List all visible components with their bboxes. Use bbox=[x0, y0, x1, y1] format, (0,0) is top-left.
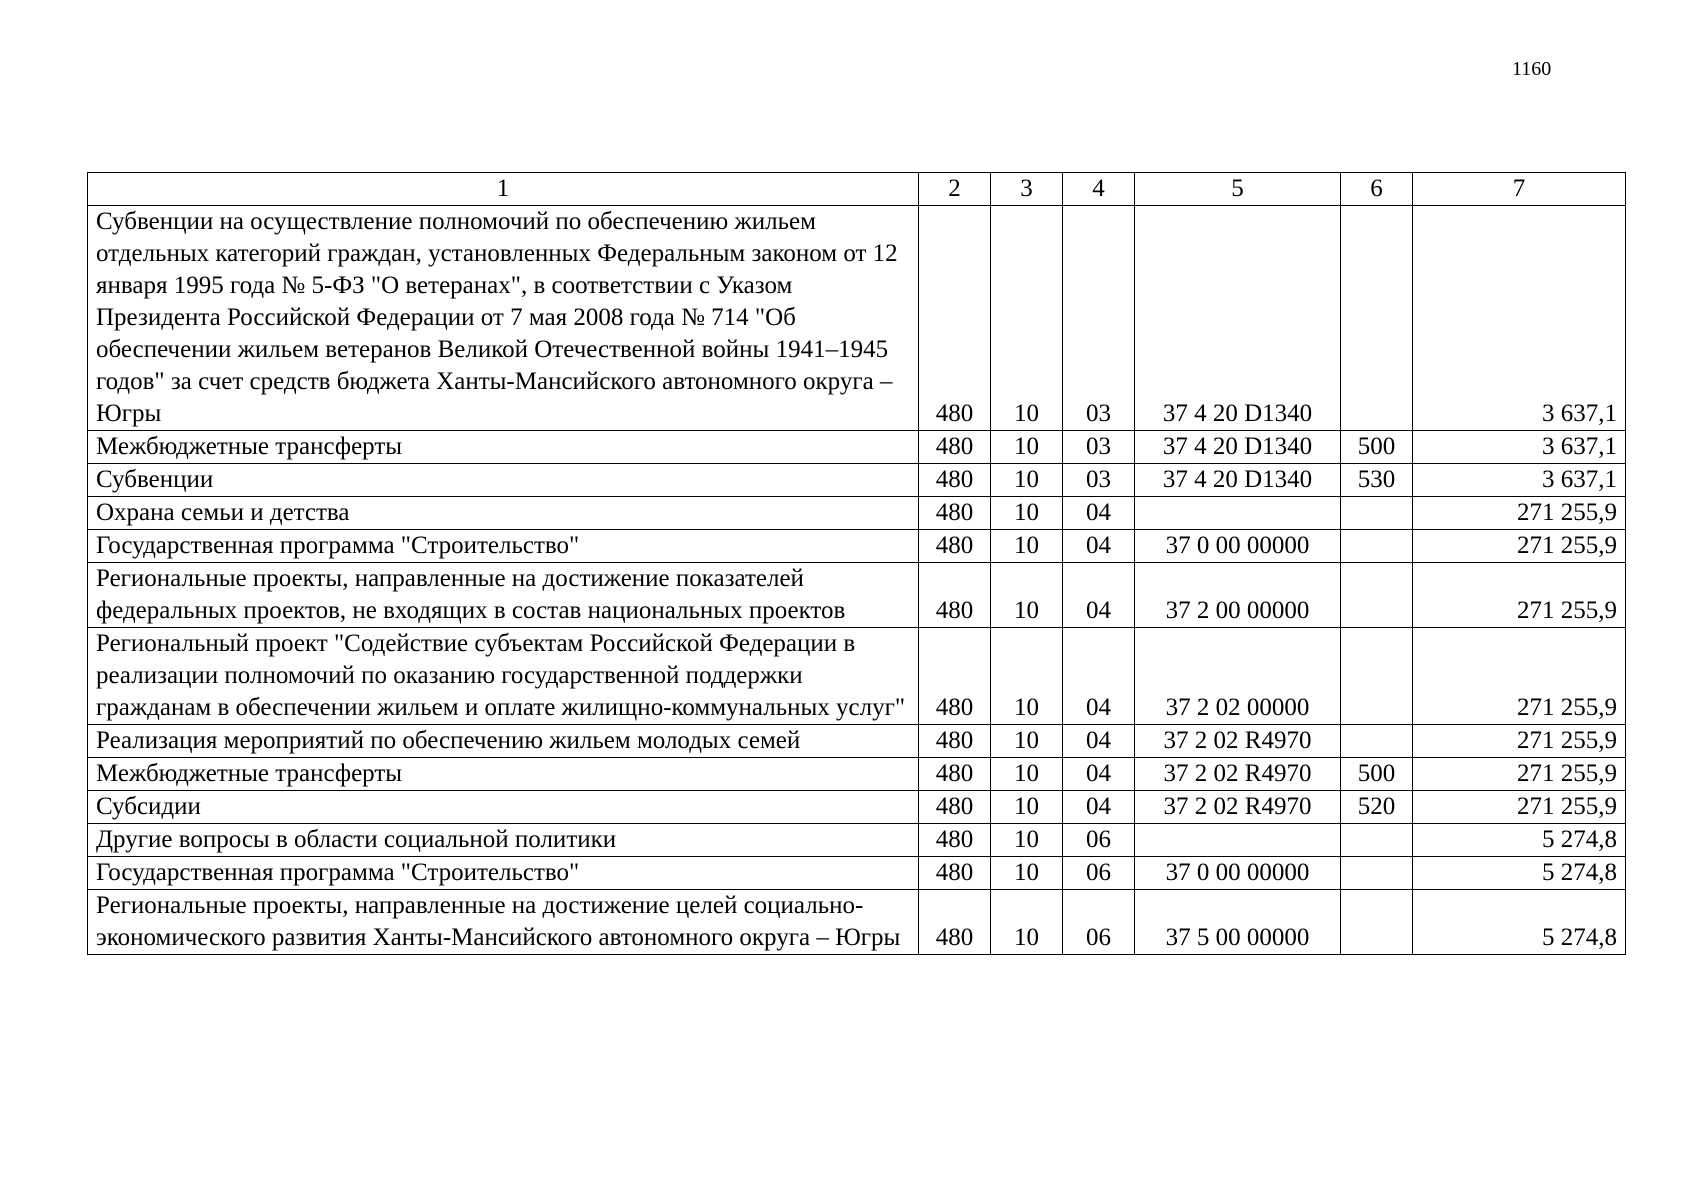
row-col-6 bbox=[1341, 857, 1413, 890]
row-col-6: 530 bbox=[1341, 464, 1413, 497]
row-name: Субсидии bbox=[88, 791, 919, 824]
row-name: Субвенции bbox=[88, 464, 919, 497]
row-col-3: 10 bbox=[991, 563, 1063, 628]
row-col-6: 500 bbox=[1341, 431, 1413, 464]
row-col-4: 04 bbox=[1063, 563, 1135, 628]
table-row bbox=[88, 824, 1626, 857]
row-col-4: 06 bbox=[1063, 824, 1135, 857]
row-col-5: 37 2 02 R4970 bbox=[1135, 725, 1341, 758]
row-col-3: 10 bbox=[991, 791, 1063, 824]
row-col-7: 3 637,1 bbox=[1413, 464, 1626, 497]
row-col-5: 37 0 00 00000 bbox=[1135, 857, 1341, 890]
row-col-5 bbox=[1135, 824, 1341, 857]
row-col-5: 37 2 02 R4970 bbox=[1135, 791, 1341, 824]
row-col-6 bbox=[1341, 725, 1413, 758]
row-col-4: 04 bbox=[1063, 497, 1135, 530]
row-col-4: 04 bbox=[1063, 758, 1135, 791]
table-row bbox=[88, 857, 1626, 890]
row-name: Государственная программа "Строительство" bbox=[88, 530, 919, 563]
table-row bbox=[88, 725, 1626, 758]
row-name: Охрана семьи и детства bbox=[88, 497, 919, 530]
table-row bbox=[88, 628, 1626, 725]
header-col-1: 1 bbox=[88, 173, 919, 206]
row-col-2: 480 bbox=[919, 890, 991, 955]
row-col-5: 37 2 02 00000 bbox=[1135, 628, 1341, 725]
row-col-3: 10 bbox=[991, 431, 1063, 464]
header-col-3: 3 bbox=[991, 173, 1063, 206]
row-col-3: 10 bbox=[991, 497, 1063, 530]
row-col-6 bbox=[1341, 206, 1413, 431]
table-row bbox=[88, 497, 1626, 530]
row-col-7: 5 274,8 bbox=[1413, 824, 1626, 857]
row-col-7: 271 255,9 bbox=[1413, 758, 1626, 791]
table-row bbox=[88, 758, 1626, 791]
row-name: Реализация мероприятий по обеспечению жильем молодых семей bbox=[88, 725, 919, 758]
budget-table bbox=[87, 172, 1626, 955]
row-col-2: 480 bbox=[919, 758, 991, 791]
header-row bbox=[88, 173, 1626, 206]
row-col-7: 271 255,9 bbox=[1413, 791, 1626, 824]
row-col-4: 03 bbox=[1063, 431, 1135, 464]
row-col-6 bbox=[1341, 824, 1413, 857]
row-col-7: 271 255,9 bbox=[1413, 725, 1626, 758]
row-col-6: 520 bbox=[1341, 791, 1413, 824]
row-col-7: 271 255,9 bbox=[1413, 530, 1626, 563]
row-col-5: 37 4 20 D1340 bbox=[1135, 464, 1341, 497]
row-name: Межбюджетные трансферты bbox=[88, 758, 919, 791]
row-col-2: 480 bbox=[919, 530, 991, 563]
row-col-5: 37 2 00 00000 bbox=[1135, 563, 1341, 628]
row-col-5: 37 4 20 D1340 bbox=[1135, 206, 1341, 431]
row-col-4: 04 bbox=[1063, 628, 1135, 725]
row-col-2: 480 bbox=[919, 464, 991, 497]
row-col-5: 37 0 00 00000 bbox=[1135, 530, 1341, 563]
row-col-2: 480 bbox=[919, 563, 991, 628]
row-col-6 bbox=[1341, 530, 1413, 563]
row-name: Региональный проект "Содействие субъектам Российской Федерации в реализации полномочий по оказанию государственной поддержки гражданам в обеспечении жильем и оплате жилищно-коммунальных услуг" bbox=[88, 628, 919, 725]
row-col-2: 480 bbox=[919, 725, 991, 758]
row-col-3: 10 bbox=[991, 530, 1063, 563]
row-col-4: 06 bbox=[1063, 890, 1135, 955]
row-col-7: 271 255,9 bbox=[1413, 628, 1626, 725]
row-col-4: 03 bbox=[1063, 206, 1135, 431]
row-name: Межбюджетные трансферты bbox=[88, 431, 919, 464]
header-col-2: 2 bbox=[919, 173, 991, 206]
row-col-7: 3 637,1 bbox=[1413, 431, 1626, 464]
row-col-3: 10 bbox=[991, 857, 1063, 890]
row-col-4: 06 bbox=[1063, 857, 1135, 890]
row-col-5 bbox=[1135, 497, 1341, 530]
row-name: Субвенции на осуществление полномочий по обеспечению жильем отдельных категорий граждан, установленных Федеральным законом от 12 января 1995 года № 5-ФЗ "О ветеранах", в соответствии с Указом Президента Российской Федерации от 7 мая 2008 года № 714 "Об обеспечении жильем ветеранов Великой Отечественной войны 1941–1945 годов" за счет средств бюджета Ханты-Мансийского автономного округа – Югры bbox=[88, 206, 919, 431]
table-row bbox=[88, 464, 1626, 497]
row-col-5: 37 5 00 00000 bbox=[1135, 890, 1341, 955]
row-col-5: 37 2 02 R4970 bbox=[1135, 758, 1341, 791]
row-col-4: 04 bbox=[1063, 791, 1135, 824]
row-col-7: 5 274,8 bbox=[1413, 857, 1626, 890]
row-col-6 bbox=[1341, 628, 1413, 725]
row-name: Другие вопросы в области социальной политики bbox=[88, 824, 919, 857]
row-col-6: 500 bbox=[1341, 758, 1413, 791]
page-number: 1160 bbox=[1512, 58, 1552, 80]
row-col-3: 10 bbox=[991, 824, 1063, 857]
row-col-4: 04 bbox=[1063, 530, 1135, 563]
row-name: Региональные проекты, направленные на достижение целей социально-экономического развития Ханты-Мансийского автономного округа – Югры bbox=[88, 890, 919, 955]
row-col-6 bbox=[1341, 563, 1413, 628]
row-col-7: 5 274,8 bbox=[1413, 890, 1626, 955]
row-col-2: 480 bbox=[919, 628, 991, 725]
row-col-3: 10 bbox=[991, 725, 1063, 758]
row-col-3: 10 bbox=[991, 464, 1063, 497]
table-row bbox=[88, 206, 1626, 431]
table-row bbox=[88, 791, 1626, 824]
row-col-2: 480 bbox=[919, 857, 991, 890]
row-col-3: 10 bbox=[991, 890, 1063, 955]
row-col-3: 10 bbox=[991, 758, 1063, 791]
table-row bbox=[88, 530, 1626, 563]
row-col-6 bbox=[1341, 890, 1413, 955]
row-col-2: 480 bbox=[919, 206, 991, 431]
row-col-2: 480 bbox=[919, 497, 991, 530]
row-col-2: 480 bbox=[919, 431, 991, 464]
row-col-2: 480 bbox=[919, 791, 991, 824]
row-col-7: 3 637,1 bbox=[1413, 206, 1626, 431]
header-col-5: 5 bbox=[1135, 173, 1341, 206]
row-col-7: 271 255,9 bbox=[1413, 497, 1626, 530]
row-col-4: 03 bbox=[1063, 464, 1135, 497]
row-name: Государственная программа "Строительство" bbox=[88, 857, 919, 890]
row-col-5: 37 4 20 D1340 bbox=[1135, 431, 1341, 464]
row-col-2: 480 bbox=[919, 824, 991, 857]
row-col-3: 10 bbox=[991, 628, 1063, 725]
row-name: Региональные проекты, направленные на достижение показателей федеральных проектов, не входящих в состав национальных проектов bbox=[88, 563, 919, 628]
row-col-6 bbox=[1341, 497, 1413, 530]
table-row bbox=[88, 563, 1626, 628]
table-row bbox=[88, 431, 1626, 464]
row-col-3: 10 bbox=[991, 206, 1063, 431]
header-col-7: 7 bbox=[1413, 173, 1626, 206]
table-row bbox=[88, 890, 1626, 955]
header-col-4: 4 bbox=[1063, 173, 1135, 206]
header-col-6: 6 bbox=[1341, 173, 1413, 206]
row-col-4: 04 bbox=[1063, 725, 1135, 758]
row-col-7: 271 255,9 bbox=[1413, 563, 1626, 628]
